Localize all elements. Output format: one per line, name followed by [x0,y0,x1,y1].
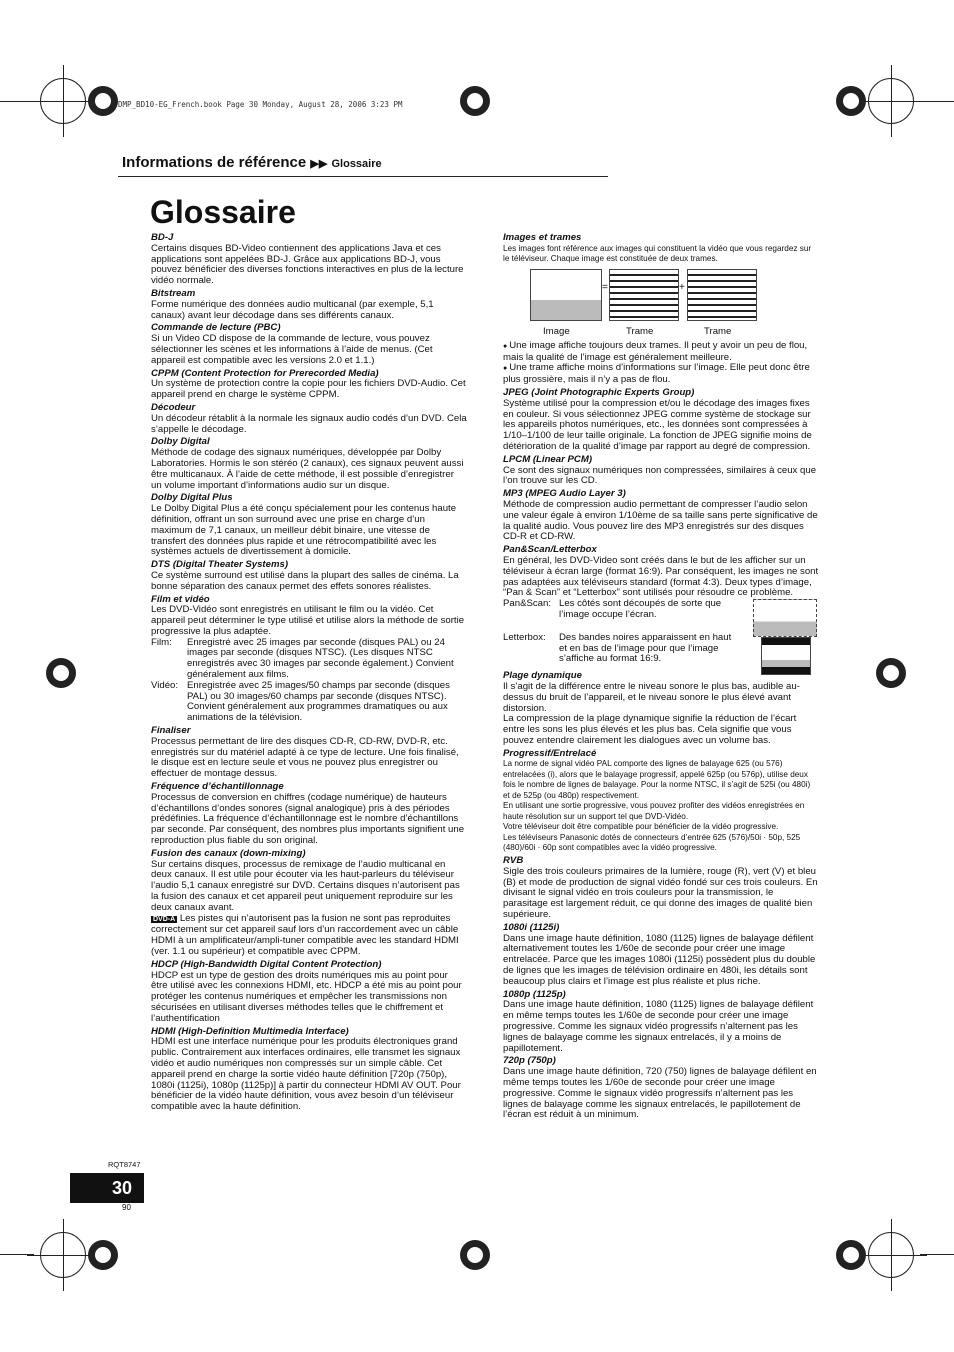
section-title: Informations de référence [122,154,307,171]
term-definition: Processus permettant de lire des disques CD-R, CD-RW, DVD-R, etc. enregistrés sur du matériel adapté à ce type de lecture. Une fois finalisé, le disque est en lecture seule et vous ne pouvez plus enregistrer ou effectuer de montage dessus. [151,735,459,780]
bullet-item: ● Une trame affiche moins d’informations sur l’image. Elle peut donc être plus grossière, mais il n’y a pas de flou. [503,363,819,386]
model-number: RQT8747 [108,1160,141,1169]
term-definition: Ce système surround est utilisé dans la plupart des salles de cinéma. La bonne séparation des canaux permet des effets sonores réalistes. [151,569,459,592]
term-definition: Sigle des trois couleurs primaires de la lumière, rouge (R), vert (V) et bleu (B) et mode de production de signal vidéo fondé sur ces trois couleurs. En divisant le signal vidéo en trois couleurs pour la transmission, le parasitage est largement réduit, ce qui donne des images de qualité bien supérieure. [503,865,818,920]
term-title: 1080p (1125p) [503,988,566,1000]
registration-mark-icon [836,86,866,116]
term-title: Finaliser [151,725,191,737]
term-title: HDCP (High-Bandwidth Digital Content Protection) [151,958,382,970]
term-definition: Il s’agit de la différence entre le niveau sonore le plus bas, audible au-dessus du bruit de l’appareil, et le niveau sonore le plus élevé avant distorsion. [503,680,800,714]
term-title: Progressif/Entrelacé [503,747,597,759]
film-video-rows [151,638,467,724]
term-title: Bitstream [151,287,196,299]
plus-sign: + [679,281,685,293]
term-definition: Dans une image haute définition, 720 (750) lignes de balayage défilent en même temps toutes les 1/60e de seconde pour créer une image progressive. Comme le signaux vidéo progressifs n’alternent pas les lignes de balayage comme les signaux entrelacés, le papillotement de l’écran est réduit à un minimum. [503,1066,817,1121]
term-definition: Les téléviseurs Panasonic dotés de connecteurs d’entrée 625 (576)/50i · 50p, 525 (480)/60i · 60p sont compatibles avec la vidéo progressive. [503,832,801,853]
term-definition: Méthode de codage des signaux numériques, développée par Dolby Laboratories. Hormis le son stéréo (2 canaux), ces signaux peuvent aussi être multicanaux. À l’aide de cette méthode, il est possible d’enregistrer un volume important d’informations audio sur un disque. [151,447,464,491]
equals-sign: = [602,281,608,293]
crop-mark-icon [40,1232,86,1278]
term-definition: Un décodeur rétablit à la normale les signaux audio codés d’un DVD. Cela s’appelle le décodage. [151,412,467,435]
field-one [609,269,679,321]
term-title: BD-J [151,232,174,243]
term-title: 1080i (1125i) [503,921,560,933]
term-definition: HDMI est une interface numérique pour les produits électroniques grand public. Contrairement aux interfaces ordinaires, elle transmet les signaux vidéo et audio numériques non compressés sur un simple câble. Cet appareil prend en charge la sortie vidéo haute définition [720p (750p), 1080i (1125i), 1080p (1125p)] à partir du connecteur HDMI AV OUT. Pour bénéficier de la vidéo haute définition, vous avez besoin d’un téléviseur compatible avec la haute définition. [151,1036,461,1113]
term-definition: Dans une image haute définition, 1080 (1125) lignes de balayage défilent en même temps toutes les 1/60e de seconde pour créer une image progressive. Comme les signaux vidéo progressifs n’alternent pas les lignes de balayage comme les signaux entrelacés, il y a moins de papillotement. [503,999,814,1054]
term-title: HDMI (High-Definition Multimedia Interface) [151,1025,349,1037]
label-field-2: Trame [704,325,732,337]
term-definition: Processus de conversion en chiffres (codage numérique) de hauteurs d’échantillons d’ondes sonores (signal analogique) pris à des périodes prédéfinies. La fréquence d’échantillonnage est le nombre d’échantillons par seconde. Par conséquent, des nombres plus importants signifient une reproduction plus fiable du son original. [151,791,465,847]
term-definition: Si un Video CD dispose de la commande de lecture, vous pouvez sélectionner les scènes et les informations à l’aide de menus. (Cet appareil est compatible avec les versions 2.0 et 1.1.) [151,333,433,366]
term-title: Plage dynamique [503,670,582,682]
term-definition: Un système de protection contre la copie pour les fichiers DVD-Audio. Cet appareil prend en charge le système CPPM. [151,378,466,401]
book-info: DMP_BD10-EG_French.book Page 30 Monday, August 28, 2006 3:23 PM [118,100,403,109]
term-title: Film et vidéo [151,593,210,605]
label-field-1: Trame [626,325,654,337]
term-title: Images et trames [503,232,582,243]
subsection-title: Glossaire [331,158,382,170]
section-header [122,154,382,171]
term-definition: En général, les DVD-Video sont créés dans le but de les afficher sur un téléviseur à écran large (format 16:9). Par conséquent, les images ne sont pas adaptées aux téléviseurs standard (format 4:3). Deux types d’image, “Pan & Scan” et “Letterbox” sont utilisés pour résoudre ce problème. [503,554,819,599]
term-definition: La norme de signal vidéo PAL comporte des lignes de balayage 625 (ou 576) entrelacées (i), alors que le balayage progressif, appelé 625p (ou 576p), utilise deux fois le nombre de lignes de balayage. Pour la norme NTSC, il s’agit de 525i (ou 480i) et de 525p (ou 480p) respectivement. [503,759,811,800]
crop-mark-icon [868,1232,914,1278]
full-image [530,269,602,321]
double-arrow-icon: ▶▶ [310,158,328,170]
registration-mark-icon [460,86,490,116]
term-title: LPCM (Linear PCM) [503,453,593,465]
term-definition: Sur certains disques, processus de remixage de l’audio multicanal en deux canaux. Il est utile pour écouter via les haut-parleurs du téléviseur l’audio 5,1 canaux enregistré sur DVD. Certains disques n’autorisent pas la fusion des canaux et cet appareil peut uniquement reproduire sur les deux canaux avant. [151,858,460,913]
term-definition: Les DVD-Vidéo sont enregistrés en utilisant le film ou la vidéo. Cet appareil peut déterminer le type utilisé et utilise alors la méthode de sortie progressive la plus adaptée. [151,604,465,637]
crop-mark-icon [868,78,914,124]
letterbox-image [761,637,811,675]
term-definition: HDCP est un type de gestion des droits numériques mis au point pour être utilisé avec les connexions HDMI, etc. HDCP a été mis au point pour protéger les contenus numériques et empêcher les transmissions non sécurisées en utilisant diverses méthodes telles que le chiffrement et l’authentification [151,969,462,1024]
term-title: JPEG (Joint Photographic Experts Group) [503,386,695,398]
page-number-badge: 30 [70,1173,144,1203]
term-definition: Ce sont des signaux numériques non compressées, similaires à ceux que l’on trouve sur les CD. [503,464,817,487]
term-definition: La compression de la plage dynamique signifie la réduction de l’écart entre les sons les plus élevés et les plus bas. Cela signifie que vous pouvez entendre clairement les dialogues avec un volume bas. [503,713,797,746]
term-definition: En utilisant une sortie progressive, vous pouvez profiter des vidéos enregistrées en haute résolution sur un support tel que DVD-Vidéo. [503,801,805,821]
video-row: Vidéo: Enregistrée avec 25 images/50 champs par seconde (disques PAL) ou 30 images/60 champs par seconde (disques NTSC). Convient généralement aux programmes dramatiques ou aux animations de la télévision. [151,679,450,724]
panscan-image [753,599,817,637]
term-definition: Dans une image haute définition, 1080 (1125) lignes de balayage défilent alternativement toutes les 1/60e de seconde pour créer une image entrelacée. Parce que les images 1080i (1125i) possèdent plus du double de lignes que les images de télévision ordinaire en 480i, les détails sont beaucoup plus clairs et l’image est plus réaliste et plus riche. [503,932,816,987]
term-title: Fusion des canaux (down-mixing) [151,847,306,859]
term-definition: Les images font référence aux images qui constituent la vidéo que vous regardez sur le téléviseur. Chaque image est constituée de deux trames. [503,243,812,264]
term-definition: Système utilisé pour la compression et/ou le décodage des images fixes en couleur. Si vous sélectionnez JPEG comme système de stockage sur les appareils photos numériques, etc., les données sont compressées à 1/10–1/100 de leur taille originale. La fonction de JPEG signifie moins de détérioration de la qualité d’image par rapport au degré de compression. [503,397,812,452]
header-rule [118,176,608,177]
panscan-block [503,599,819,665]
letterbox-row: Letterbox: Des bandes noires apparaissent en haut et en bas de l’image pour que l’image s’affiche au format 16:9. [503,631,732,665]
term-title: Pan&Scan/Letterbox [503,544,597,556]
bullet-item: ● Une image affiche toujours deux trames. Il peut y avoir un peu de flou, mais la qualité de l’image est généralement meilleure. [503,341,819,364]
term-definition: Certains disques BD-Video contiennent des applications Java et ces applications sont appelées BD-J. Grâce aux applications BD-J, vous pouvez bénéficier des diverses fonctions interactives en plus de la lecture vidéo normale. [151,242,464,287]
crop-mark-icon [40,78,86,124]
term-title: MP3 (MPEG Audio Layer 3) [503,488,626,500]
registration-mark-icon [460,1240,490,1270]
term-title: Commande de lecture (PBC) [151,322,281,334]
registration-mark-icon [88,1240,118,1270]
registration-mark-icon [876,658,906,688]
term-title: Dolby Digital Plus [151,492,233,504]
term-title: Dolby Digital [151,436,210,448]
term-definition: Le Dolby Digital Plus a été conçu spécialement pour les contenus haute définition, offrant un son surround avec une prise en charge d’un maximum de 7,1 canaux, un meilleur débit binaire, une vitesse de transfert des données plus rapide et une rétrocompatibilité avec les systèmes actuels de divertissement à domicile. [151,503,457,558]
dvda-note: DVD-A Les pistes qui n’autorisent pas la fusion ne sont pas reproduites correctement sur cet appareil sauf lors d’un raccordement avec un câble HDMI à un amplificateur/ampli-tuner compatible avec les standard HDMI (ver. 1.1 ou supérieur) et compatible avec CPPM. [151,912,459,957]
term-title: DTS (Digital Theater Systems) [151,559,289,571]
field-two [687,269,757,321]
term-title: CPPM (Content Protection for Prerecorded Media) [151,367,379,379]
registration-mark-icon [836,1240,866,1270]
film-row: Film: Enregistré avec 25 images par seconde (disques PAL) ou 24 images par seconde (disques NTSC). (Les disques NTSC enregistrés avec 30 images par seconde également.) Convient généralement aux films. [151,636,454,681]
panscan-row: Pan&Scan: Les côtés sont découpés de sorte que l’image occupe l’écran. [503,598,722,620]
label-image: Image [543,325,570,337]
registration-mark-icon [88,86,118,116]
page-title: Glossaire [150,194,296,230]
right-column [503,231,819,1121]
term-definition: Méthode de compression audio permettant de compresser l’audio selon une valeur égale à environ 1/10ème de sa taille sans perte significative de la qualité audio. Vous pouvez lire des MP3 enregistrés sur des disques CD-R et CD-RW. [503,498,818,543]
frames-diagram [503,265,819,341]
term-title: 720p (750p) [503,1055,556,1067]
page-number-small: 90 [122,1203,131,1212]
term-definition: Votre téléviseur doit être compatible pour bénéficier de la vidéo progressive. [503,822,779,832]
left-column [151,231,467,1113]
term-title: RVB [503,854,524,866]
term-title: Fréquence d’échantillonnage [151,781,284,793]
term-title: Décodeur [151,401,196,413]
dvd-a-badge: DVD-A [153,915,176,923]
registration-mark-icon [46,658,76,688]
term-definition: Forme numérique des données audio multicanal (par exemple, 5,1 canaux) avant leur décodage dans ses différents canaux. [151,298,434,321]
